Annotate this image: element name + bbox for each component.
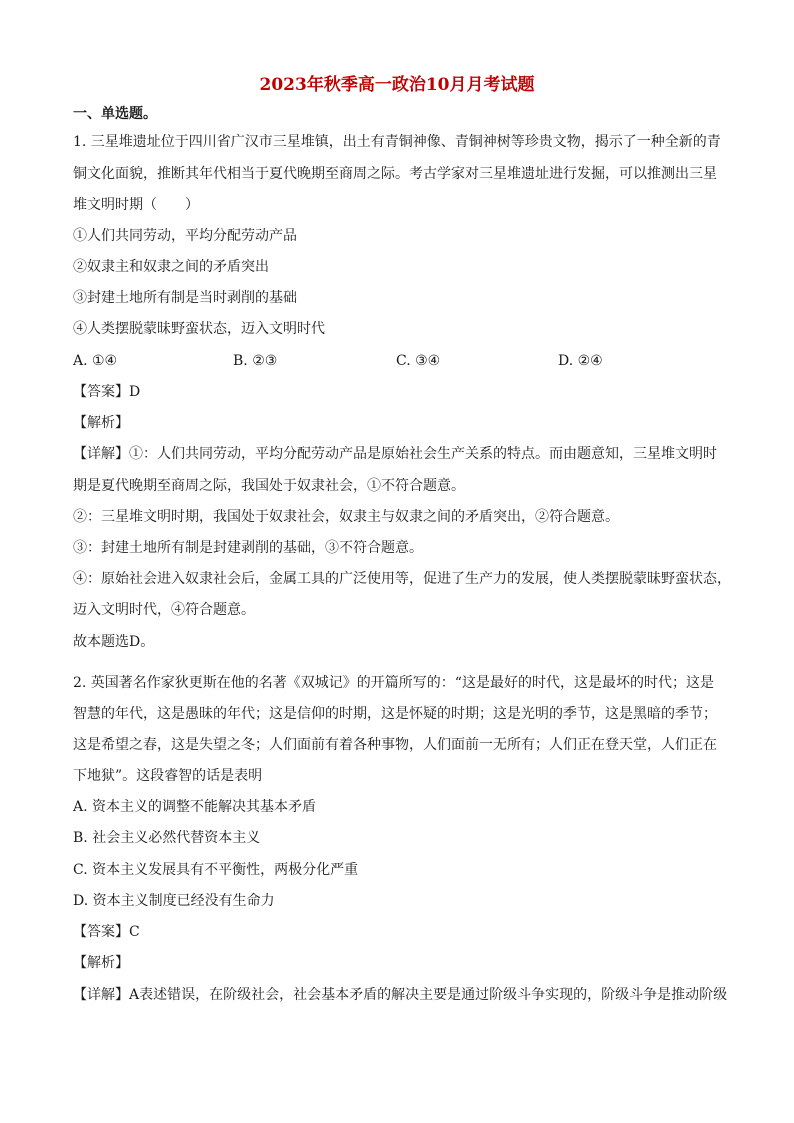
q1-option-a: A. ①④ (73, 353, 118, 369)
q1-stem-line: 1. 三星堆遗址位于四川省广汉市三星堆镇，出土有青铜神像、青铜神树等珍贵文物，揭示了一种全新的青 (73, 134, 721, 150)
q1-option-c: C. ③④ (396, 353, 441, 369)
q2-analysis-label: 【解析】 (73, 955, 129, 971)
q1-detail-line: 【详解】①：人们共同劳动，平均分配劳动产品是原始社会生产关系的特点。而由题意知，三星堆文明时 (73, 446, 717, 462)
q2-stem-line: 下地狱”。这段睿智的话是表明 (73, 768, 263, 784)
q1-answer: 【答案】D (73, 384, 141, 400)
q1-detail-line: 期是夏代晚期至商周之际，我国处于奴隶社会，①不符合题意。 (73, 478, 465, 494)
section-heading: 一、单选题。 (73, 106, 157, 122)
q1-analysis-label: 【解析】 (73, 415, 129, 431)
q2-option-c: C. 资本主义发展具有不平衡性，两极分化严重 (73, 862, 359, 878)
q1-detail-line: ③：封建土地所有制是封建剥削的基础，③不符合题意。 (73, 540, 423, 556)
q1-item: ④人类摆脱蒙昧野蛮状态，迈入文明时代 (73, 321, 325, 337)
q1-option-b: B. ②③ (233, 353, 278, 369)
q1-detail-line: ④：原始社会进入奴隶社会后，金属工具的广泛使用等，促进了生产力的发展，使人类摆脱蒙昧野蛮状态， (73, 571, 731, 587)
q2-option-d: D. 资本主义制度已经没有生命力 (73, 893, 275, 909)
q1-stem-line: 堆文明时期（ ） (73, 197, 199, 213)
q1-option-d: D. ②④ (558, 353, 603, 369)
q2-option-a: A. 资本主义的调整不能解决其基本矛盾 (73, 799, 317, 815)
q1-item: ②奴隶主和奴隶之间的矛盾突出 (73, 259, 269, 275)
q1-item: ①人们共同劳动，平均分配劳动产品 (73, 228, 297, 244)
q2-stem-line: 智慧的年代，这是愚昧的年代；这是信仰的时期，这是怀疑的时期；这是光明的季节，这是黑暗的季节； (73, 706, 717, 722)
q1-item: ③封建土地所有制是当时剥削的基础 (73, 290, 297, 306)
q1-detail-line: 迈入文明时代，④符合题意。 (73, 602, 255, 618)
q2-stem-line: 2. 英国著名作家狄更斯在他的名著《双城记》的开篇所写的：“这是最好的时代，这是最坏的时代；这是 (73, 675, 714, 691)
q1-stem-line: 铜文化面貌，推断其年代相当于夏代晚期至商周之际。考古学家对三星堆遗址进行发掘，可以推测出三星 (73, 166, 717, 182)
page-title: 2023年秋季高一政治10月月考试题 (259, 75, 535, 95)
q2-stem-line: 这是希望之春，这是失望之冬；人们面前有着各种事物，人们面前一无所有；人们正在登天堂，人们正在 (73, 737, 717, 753)
q2-answer: 【答案】C (73, 924, 140, 940)
q2-option-b: B. 社会主义必然代替资本主义 (73, 830, 261, 846)
q1-detail-line: ②：三星堆文明时期，我国处于奴隶社会，奴隶主与奴隶之间的矛盾突出，②符合题意。 (73, 509, 619, 525)
q1-conclusion: 故本题选D。 (73, 634, 155, 650)
q2-detail-line: 【详解】A表述错误，在阶级社会，社会基本矛盾的解决主要是通过阶级斗争实现的，阶级斗争是推动阶级 (73, 987, 728, 1003)
